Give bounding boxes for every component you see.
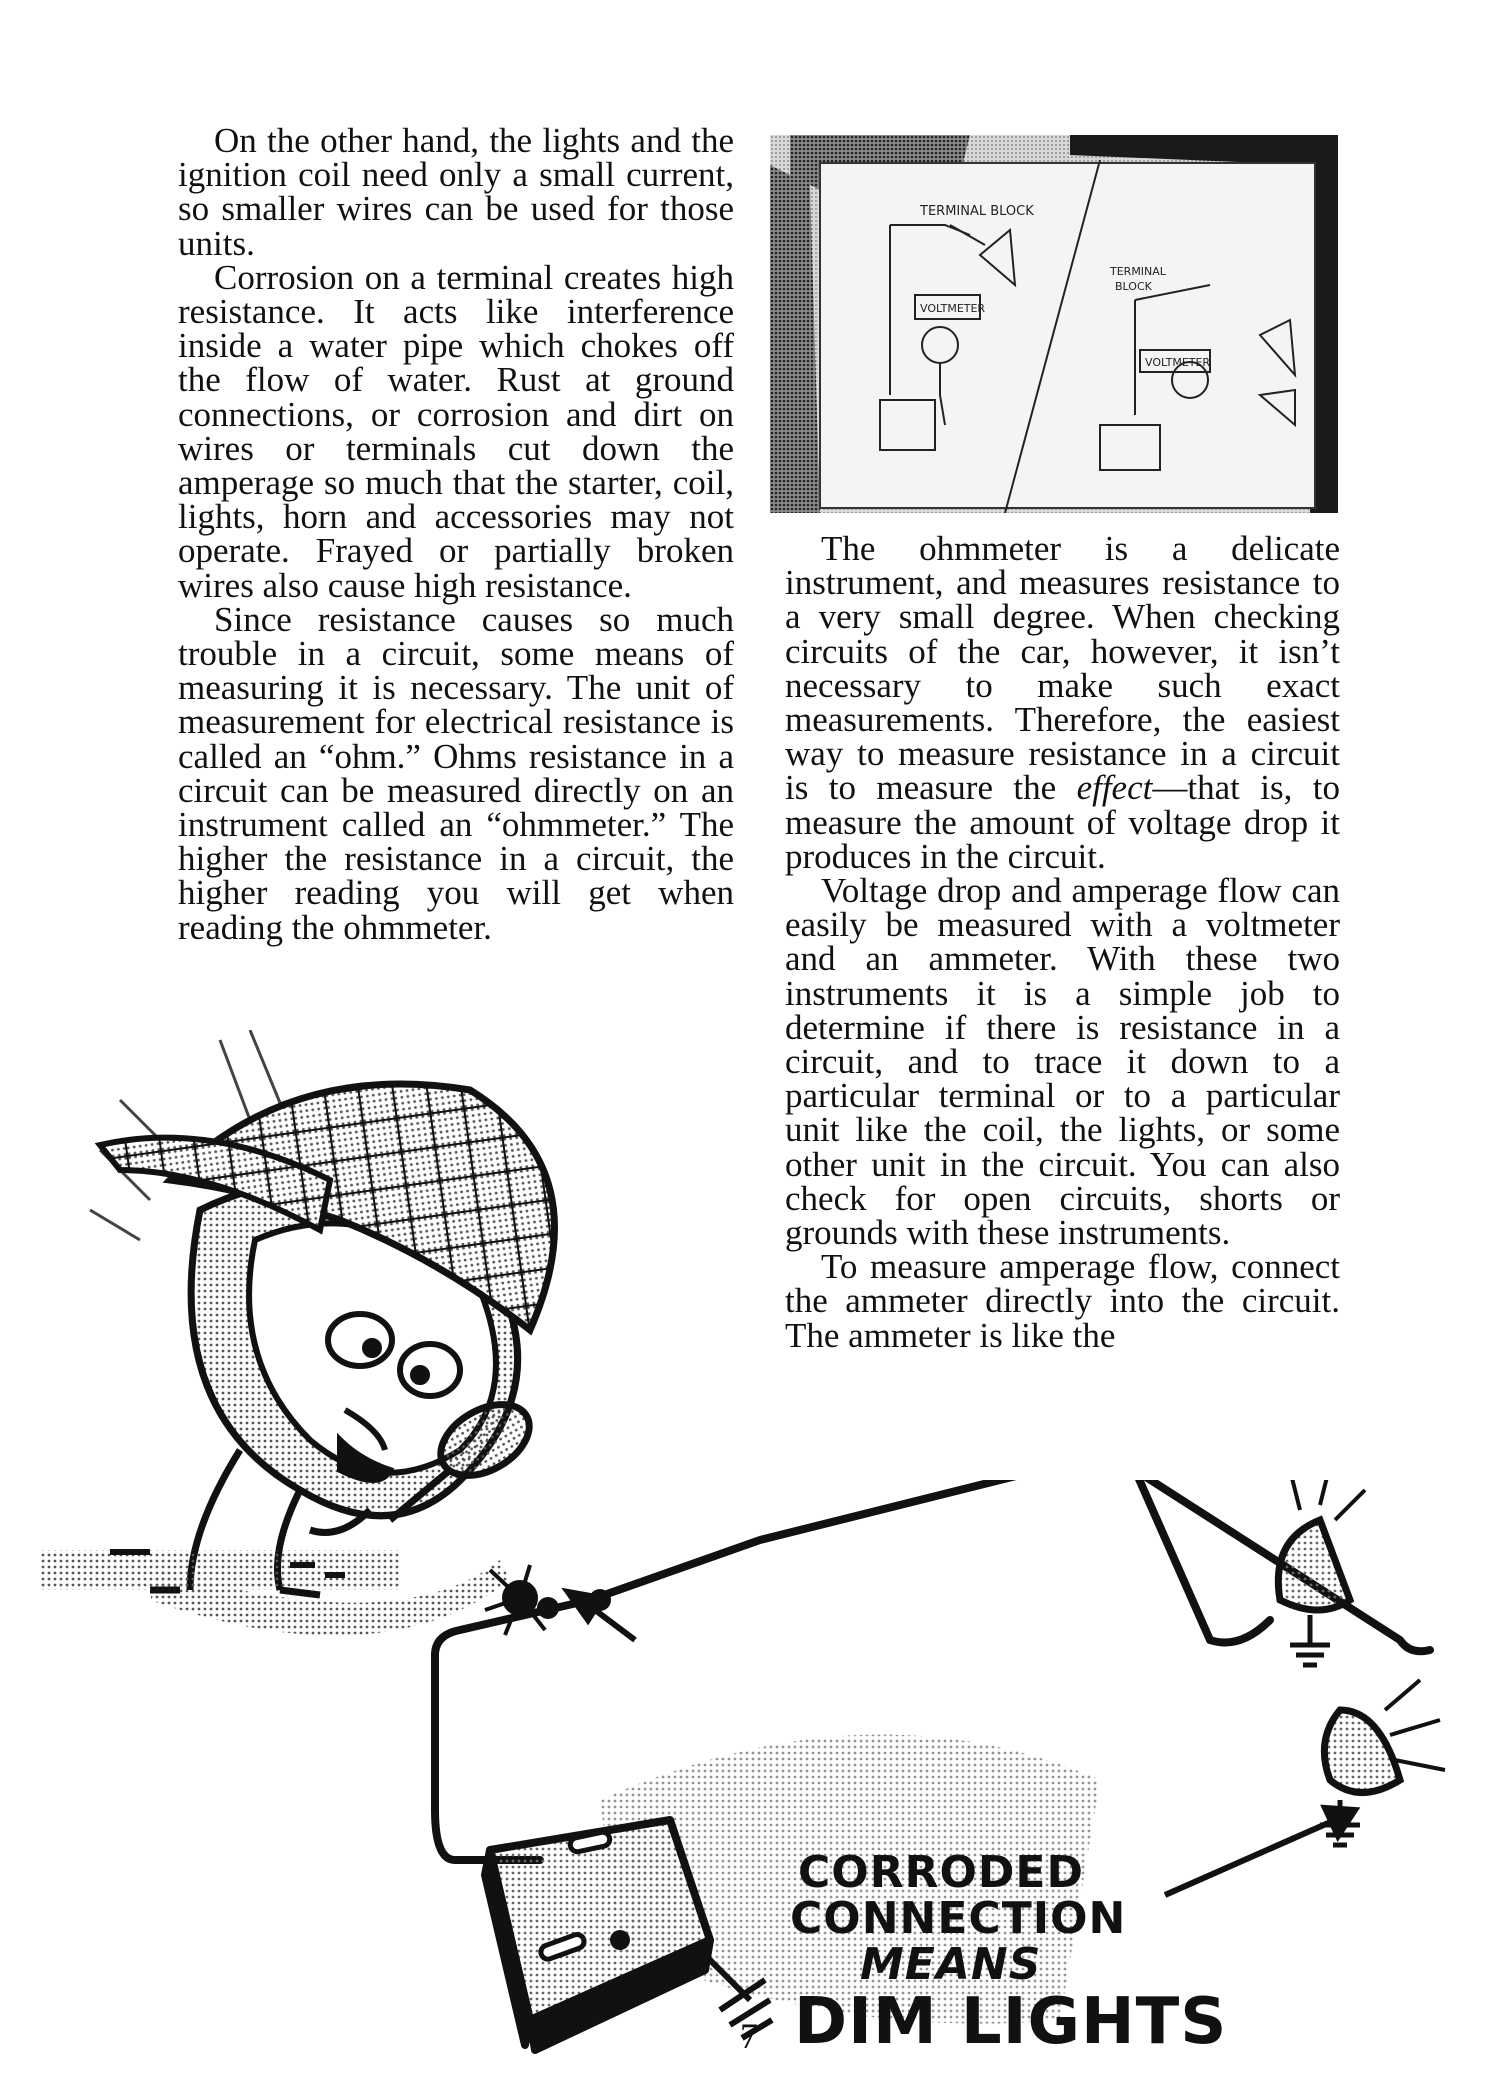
headlight-icon bbox=[1278, 1520, 1350, 1665]
paragraph: Voltage drop and amperage flow can easily be measured with a voltmeter and an ammeter. With these two instruments it is a simple job to determine if there is resistance in a circuit, and to trace it down to a particular terminal or to a particular unit like the coil, the lights, or some other unit in the circuit. You can also check for open circuits, shorts or grounds with these instruments. bbox=[785, 871, 1340, 1253]
page-number: 7 bbox=[740, 2016, 758, 2056]
paragraph: Since resistance causes so much trouble in a circuit, some means of measuring it is necessary. The unit of measurement for electrical resistance is called an “ohm.” Ohms resistance in a circuit can be measured directly on an instrument called an “ohmmeter.” The higher the resistance in a circuit, the higher reading you will get when reading the ohmmeter. bbox=[178, 599, 734, 947]
paragraph-text: —that is, to measure the amount of voltage drop it produces in the circuit. bbox=[785, 768, 1340, 876]
paragraph-text: The ohmmeter is a delicate instrument, and measures resistance to a very small degree. When checking circuits of the car, however, it isn’t necessary to make such exact measurements. Therefore, the easiest way to measure resistance in a circuit is to measure the bbox=[785, 529, 1340, 808]
photo-label: VOLTMETER bbox=[920, 302, 986, 315]
paragraph bbox=[785, 529, 1340, 876]
arrow-icon bbox=[568, 1592, 635, 1640]
paragraph: To measure amperage flow, connect the ammeter directly into the circuit. The ammeter is like the bbox=[785, 1247, 1340, 1355]
right-text-column bbox=[785, 529, 1340, 1355]
caption-line: CONNECTION bbox=[790, 1893, 1127, 1945]
wiring-chart-photo bbox=[770, 135, 1338, 513]
photo-label: TERMINAL bbox=[1110, 265, 1166, 278]
caption-line: DIM LIGHTS bbox=[794, 1984, 1228, 2059]
photo-label: BLOCK bbox=[1115, 280, 1152, 293]
left-text-column bbox=[178, 121, 734, 947]
battery-icon bbox=[485, 1820, 710, 2050]
photo-label: TERMINAL BLOCK bbox=[920, 204, 1034, 219]
photo-label: VOLTMETER bbox=[1145, 356, 1211, 369]
caption-line: MEANS bbox=[860, 1939, 1042, 1991]
caption-line: CORRODED bbox=[798, 1847, 1084, 1898]
illustration-caption bbox=[790, 1847, 1270, 2059]
paragraph: Corrosion on a terminal creates high resistance. It acts like interference inside a water pipe which chokes off the flow of water. Rust at ground connections, or corrosion and dirt on wires or terminals cut down the amperage so much that the starter, coil, lights, horn and accessories may not operate. Frayed or partially broken wires also cause high resistance. bbox=[178, 257, 734, 605]
paragraph: On the other hand, the lights and the ignition coil need only a small current, so smaller wires can be used for those units. bbox=[178, 121, 734, 263]
emphasis-text: effect bbox=[1076, 768, 1153, 808]
